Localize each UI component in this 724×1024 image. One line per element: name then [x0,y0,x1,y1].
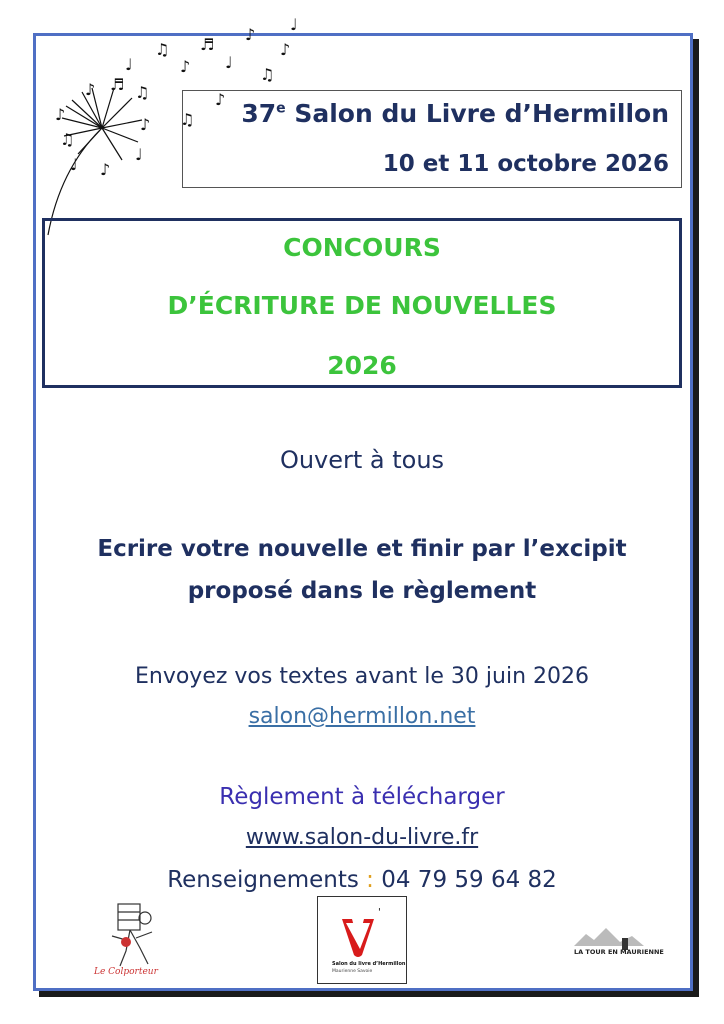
svg-text:♩: ♩ [125,55,133,74]
info-label: Renseignements [167,867,367,893]
svg-text:♪: ♪ [245,25,256,44]
svg-text:♪: ♪ [180,57,191,76]
svg-text:♫: ♫ [60,130,75,149]
deadline-text: Envoyez vos textes avant le 30 juin 2026 [134,664,590,689]
svg-text:♪: ♪ [85,80,96,99]
svg-text:Maurienne Savoie: Maurienne Savoie [332,969,373,974]
tour-en-maurienne-logo [572,924,664,958]
info-colon: : [366,867,374,893]
svg-text:LA TOUR EN MAURIENNE: LA TOUR EN MAURIENNE [574,948,664,956]
svg-text:Le Colporteur: Le Colporteur [94,967,158,977]
svg-text:♩: ♩ [135,145,143,164]
svg-text:♫: ♫ [260,65,275,84]
svg-text:Salon du livre d’Hermillon: Salon du livre d’Hermillon [332,961,406,967]
concours-line-2: D’ÉCRITURE DE NOUVELLES [167,291,557,320]
svg-text:♬: ♬ [110,75,125,94]
email-link[interactable]: salon@hermillon.net [248,704,476,729]
colporteur-logo [90,896,175,978]
svg-text:♫: ♫ [155,40,170,59]
svg-text:♩: ♩ [225,53,233,72]
svg-text:♩: ♩ [70,155,78,174]
svg-text:♪: ♪ [100,160,111,179]
salon-header-box [182,90,682,188]
svg-text:♪: ♪ [140,115,151,134]
open-to-all-text: Ouvert à tous [279,446,445,474]
instruction-line-2: proposé dans le règlement [187,578,537,604]
svg-text:♪: ♪ [215,90,226,109]
svg-text:♪: ♪ [280,40,291,59]
svg-text:♩: ♩ [290,15,298,34]
svg-text:': ' [378,907,381,918]
instruction-line-1: Ecrire votre nouvelle et finir par l’excipit [97,536,627,562]
concours-line-1: CONCOURS [283,233,441,262]
concours-year: 2026 [327,351,397,380]
svg-text:♪: ♪ [55,105,66,124]
salon-du-livre-logo [317,896,407,984]
svg-text:♫: ♫ [180,110,195,129]
svg-text:♬: ♬ [200,35,215,54]
svg-text:♫: ♫ [135,83,150,102]
salon-date: 10 et 11 octobre 2026 [382,151,669,177]
info-phone-line [40,867,684,893]
phone-number: 04 79 59 64 82 [373,867,557,893]
concours-title-box [42,218,682,388]
website-link[interactable]: www.salon-du-livre.fr [245,825,479,850]
reglement-download-text: Règlement à télécharger [219,784,505,810]
salon-title: 37e Salon du Livre d’Hermillon [241,99,669,128]
